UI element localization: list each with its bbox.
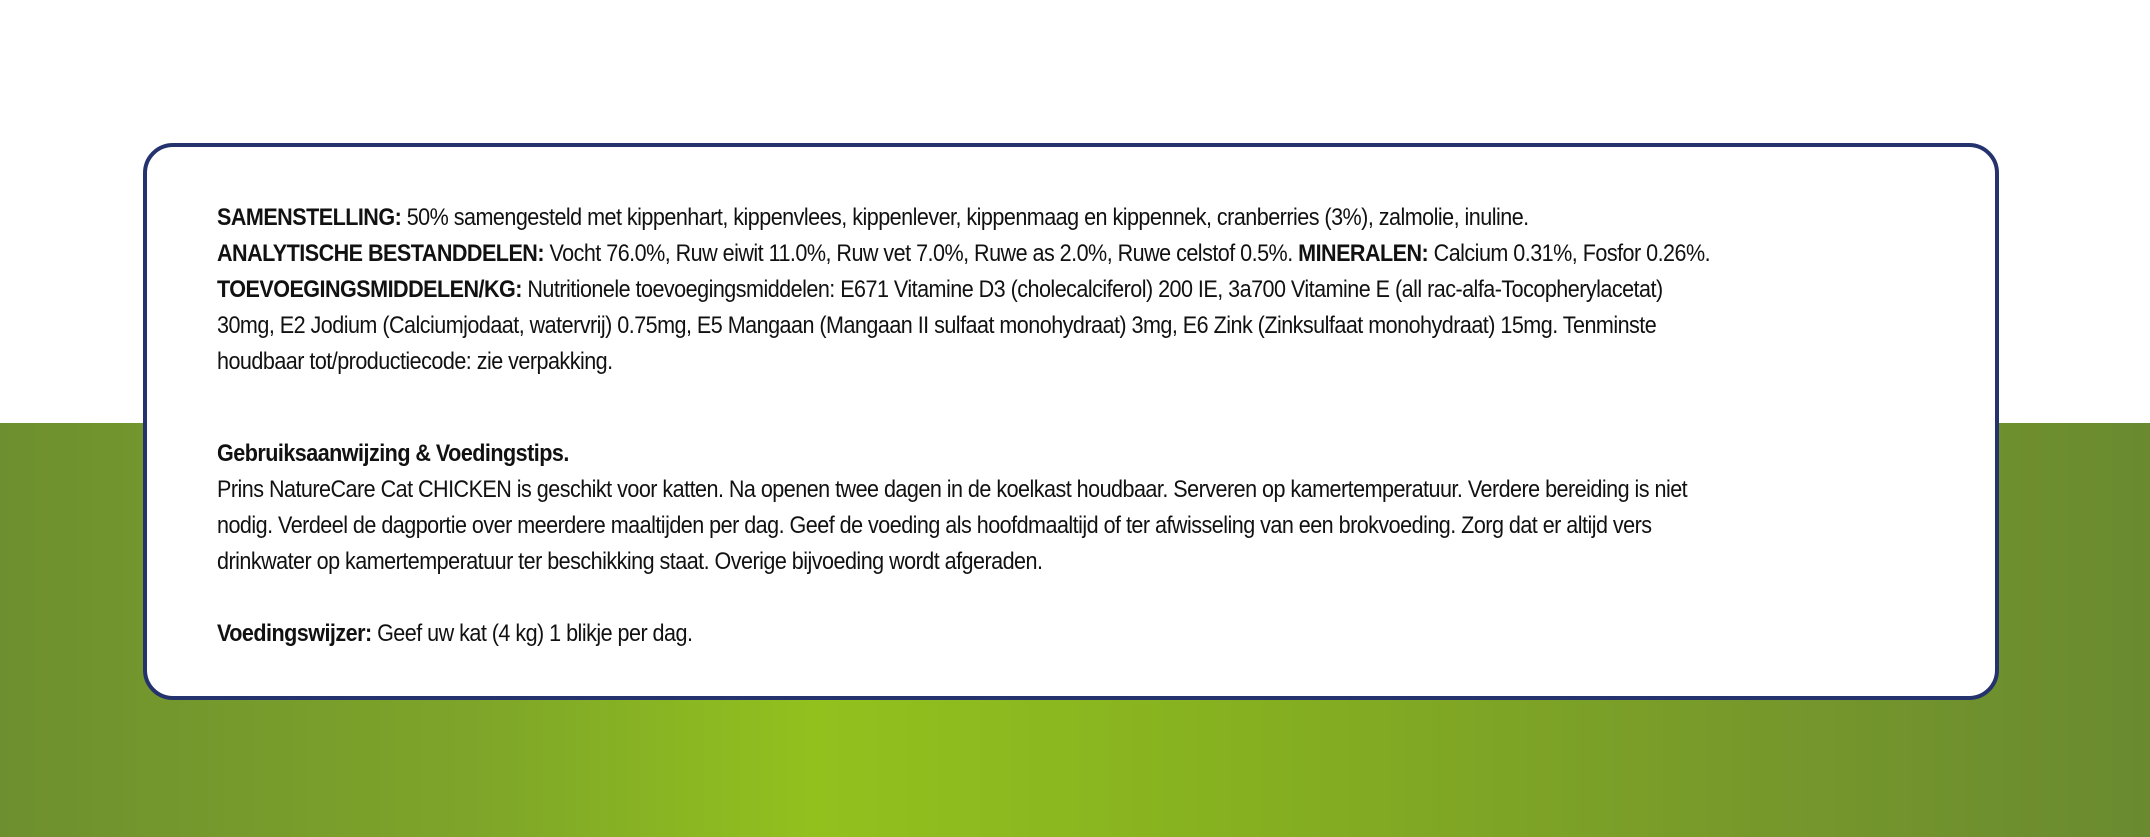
mineralen-text: Calcium 0.31%, Fosfor 0.26%.	[1428, 240, 1711, 267]
analytische-text: Vocht 76.0%, Ruw eiwit 11.0%, Ruw vet 7.0%, Ruwe as 2.0%, Ruwe celstof 0.5%.	[544, 240, 1299, 267]
feeding-label: Voedingswijzer:	[217, 620, 372, 647]
usage-paragraph: Prins NatureCare Cat CHICKEN is geschikt voor katten. Na openen twee dagen in de koelkast houdbaar. Serveren op kamertemperatuur. Verdere bereiding is niet nodig. Verdeel de dagportie over meerdere maaltijden per dag. Geef de voeding als hoofdmaaltijd of ter afwisseling van een brokvoeding. Zorg dat er altijd vers drinkwater op kamertemperatuur ter beschikking staat. Overige bijvoeding wordt afgeraden.	[217, 476, 1688, 575]
samenstelling-text: 50% samengesteld met kippenhart, kippenvlees, kippenlever, kippenmaag en kippennek, cranberries (3%), zalmolie, inuline.	[401, 204, 1529, 231]
usage-heading-text: Gebruiksaanwijzing & Voedingstips.	[217, 440, 569, 467]
feeding-paragraph	[217, 616, 1713, 652]
samenstelling-label: SAMENSTELLING:	[217, 204, 402, 231]
mineralen-label: MINERALEN:	[1298, 240, 1429, 267]
feeding-text: Geef uw kat (4 kg) 1 blikje per dag.	[371, 620, 693, 647]
section-spacer	[217, 580, 1713, 616]
usage-heading	[217, 436, 1713, 472]
composition-paragraph	[217, 200, 1713, 380]
product-info-card	[143, 143, 1999, 700]
product-info-text	[217, 200, 1713, 652]
section-spacer	[217, 380, 1713, 436]
toevoeging-text: Nutritionele toevoegingsmiddelen: E671 Vitamine D3 (cholecalciferol) 200 IE, 3a700 Vitamine E (all rac-alfa-Tocopherylacetat) 30mg, E2 Jodium (Calciumjodaat, watervrij) 0.75mg, E5 Mangaan (Mangaan II sulfaat monohydraat) 3mg, E6 Zink (Zinksulfaat monohydraat) 15mg. Tenminste houdbaar tot/productiecode: zie verpakking.	[217, 276, 1663, 375]
toevoeging-label: TOEVOEGINGSMIDDELEN/KG:	[217, 276, 522, 303]
analytische-label: ANALYTISCHE BESTANDDELEN:	[217, 240, 545, 267]
